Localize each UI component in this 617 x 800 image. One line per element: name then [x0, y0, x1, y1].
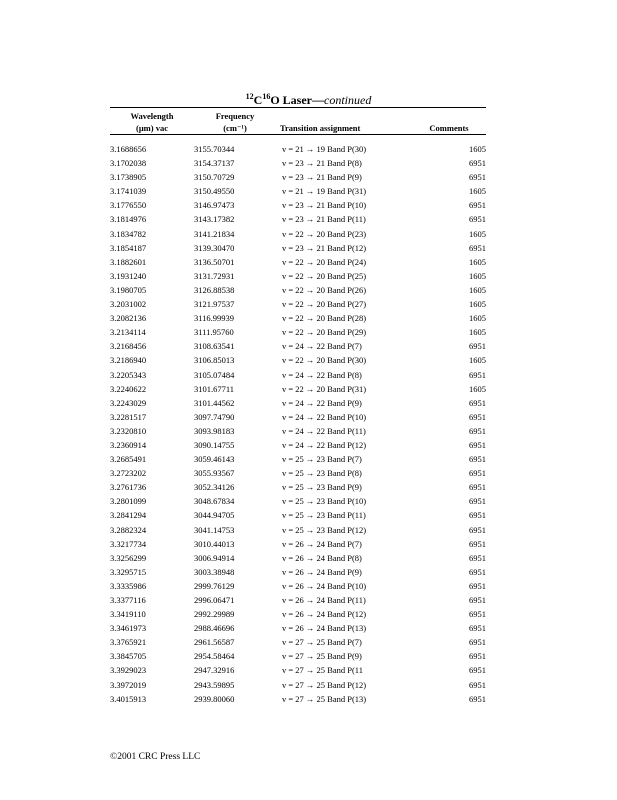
comment-cell: 6951 [469, 425, 486, 436]
transition-cell: v = 22 → 20 Band P(29) [282, 327, 367, 338]
frequency-cell: 2943.59895 [194, 679, 235, 690]
transition-cell: v = 24 → 22 Band P(9) [282, 397, 362, 408]
transition-cell: v = 21 → 19 Band P(31) [282, 186, 367, 197]
transition-cell: v = 22 → 20 Band P(26) [282, 284, 367, 295]
frequency-cell: 2939.80060 [194, 693, 235, 704]
transition-cell: v = 23 → 21 Band P(8) [282, 158, 362, 169]
comment-cell: 1605 [469, 284, 486, 295]
table-row [110, 595, 486, 609]
table-row [110, 412, 486, 426]
comment-cell: 6951 [469, 566, 486, 577]
transition-cell: v = 26 → 24 Band P(9) [282, 566, 362, 577]
comment-cell: 6951 [469, 397, 486, 408]
wavelength-cell: 3.1854187 [110, 242, 147, 253]
wavelength-cell: 3.2841294 [110, 510, 147, 521]
comment-cell: 6951 [469, 538, 486, 549]
frequency-cell: 3041.14753 [194, 524, 235, 535]
table-row [110, 370, 486, 384]
comment-cell: 6951 [469, 623, 486, 634]
frequency-cell: 3111.95760 [194, 327, 234, 338]
table-row [110, 680, 486, 694]
frequency-cell: 3126.88538 [194, 284, 235, 295]
transition-cell: v = 23 → 21 Band P(9) [282, 172, 362, 183]
wavelength-cell: 3.2723202 [110, 468, 147, 479]
wavelength-cell: 3.1741039 [110, 186, 147, 197]
transition-cell: v = 21 → 19 Band P(30) [282, 144, 367, 154]
table-body [110, 144, 486, 708]
wavelength-cell: 3.1882601 [110, 256, 147, 267]
table-row [110, 327, 486, 341]
comment-cell: 6951 [469, 454, 486, 465]
table-row [110, 482, 486, 496]
frequency-cell: 3101.44562 [194, 397, 235, 408]
transition-cell: v = 22 → 20 Band P(27) [282, 299, 367, 310]
table-row [110, 440, 486, 454]
table-row [110, 200, 486, 214]
comment-cell: 1605 [469, 144, 486, 154]
wavelength-cell: 3.2240622 [110, 383, 147, 394]
header-wavelength [112, 110, 192, 134]
table-row [110, 299, 486, 313]
table-row [110, 214, 486, 228]
frequency-cell: 3108.63541 [194, 341, 235, 352]
transition-cell: v = 23 → 21 Band P(10) [282, 200, 367, 211]
frequency-cell: 3044.94705 [194, 510, 235, 521]
wavelength-cell: 3.3256299 [110, 552, 147, 563]
wavelength-cell: 3.2360914 [110, 439, 147, 450]
wavelength-cell: 3.2205343 [110, 369, 147, 380]
frequency-cell: 3131.72931 [194, 270, 235, 281]
transition-cell: v = 22 → 20 Band P(24) [282, 256, 367, 267]
transition-cell: v = 23 → 21 Band P(12) [282, 242, 367, 253]
table-row [110, 271, 486, 285]
table-row [110, 313, 486, 327]
transition-cell: v = 24 → 22 Band P(7) [282, 341, 362, 352]
table-row [110, 581, 486, 595]
transition-cell: v = 26 → 24 Band P(12) [282, 609, 367, 620]
table-row [110, 468, 486, 482]
comment-cell: 6951 [469, 595, 486, 605]
frequency-cell: 3116.99939 [194, 313, 235, 324]
transition-cell: v = 24 → 22 Band P(10) [282, 411, 367, 422]
frequency-cell: 2954.58464 [194, 651, 235, 662]
table-row [110, 525, 486, 539]
title-continued: continued [324, 93, 372, 107]
transition-cell: v = 27 → 25 Band P(9) [282, 651, 362, 662]
wavelength-cell: 3.1702038 [110, 158, 147, 169]
comment-cell: 6951 [469, 200, 486, 211]
frequency-cell: 3010.44013 [194, 538, 235, 549]
frequency-cell: 3106.85013 [194, 355, 235, 366]
header-frequency-unit: (cm⁻¹) [223, 123, 247, 133]
table-row [110, 539, 486, 553]
comment-cell: 6951 [469, 524, 486, 535]
wavelength-cell: 3.1688656 [110, 144, 147, 154]
transition-cell: v = 25 → 23 Band P(11) [282, 510, 366, 521]
wavelength-cell: 3.1834782 [110, 228, 147, 239]
wavelength-cell: 3.3972019 [110, 679, 147, 690]
transition-cell: v = 24 → 22 Band P(8) [282, 369, 362, 380]
frequency-cell: 3052.34126 [194, 482, 235, 493]
wavelength-cell: 3.2882324 [110, 524, 147, 535]
table-row [110, 355, 486, 369]
transition-cell: v = 26 → 24 Band P(13) [282, 623, 367, 634]
frequency-cell: 3006.94914 [194, 552, 235, 563]
table-row [110, 398, 486, 412]
comment-cell: 6951 [469, 242, 486, 253]
transition-cell: v = 26 → 24 Band P(11) [282, 595, 366, 605]
wavelength-cell: 3.2031002 [110, 299, 147, 310]
comment-cell: 6951 [469, 679, 486, 690]
frequency-cell: 3121.97537 [194, 299, 235, 310]
header-wavelength-label: Wavelength [130, 111, 174, 121]
table-row [110, 186, 486, 200]
frequency-cell: 3139.30470 [194, 242, 235, 253]
frequency-cell: 3154.37137 [194, 158, 235, 169]
transition-cell: v = 22 → 20 Band P(23) [282, 228, 367, 239]
frequency-cell: 2961.56587 [194, 637, 235, 648]
table-row [110, 665, 486, 679]
comment-cell: 1605 [469, 270, 486, 281]
comment-cell: 1605 [469, 256, 486, 267]
frequency-cell: 3143.17382 [194, 214, 235, 225]
wavelength-cell: 3.3377116 [110, 595, 146, 605]
table-row [110, 694, 486, 708]
frequency-cell: 3093.98183 [194, 425, 235, 436]
transition-cell: v = 25 → 23 Band P(10) [282, 496, 367, 507]
wavelength-cell: 3.3929023 [110, 665, 147, 676]
wavelength-cell: 3.1814976 [110, 214, 147, 225]
table-row [110, 637, 486, 651]
comment-cell: 1605 [469, 355, 486, 366]
title-laser: O Laser— [270, 93, 324, 107]
transition-cell: v = 22 → 20 Band P(28) [282, 313, 367, 324]
comment-cell: 1605 [469, 228, 486, 239]
table-row [110, 285, 486, 299]
wavelength-cell: 3.2281517 [110, 411, 147, 422]
wavelength-cell: 3.2685491 [110, 454, 147, 465]
comment-cell: 1605 [469, 186, 486, 197]
comment-cell: 6951 [469, 665, 486, 676]
transition-cell: v = 25 → 23 Band P(8) [282, 468, 362, 479]
wavelength-cell: 3.2134114 [110, 327, 146, 338]
table-row [110, 341, 486, 355]
comment-cell: 6951 [469, 510, 486, 521]
frequency-cell: 2999.76129 [194, 580, 235, 591]
header-frequency-label: Frequency [215, 111, 255, 121]
wavelength-cell: 3.2320810 [110, 425, 147, 436]
wavelength-cell: 3.3461973 [110, 623, 147, 634]
frequency-cell: 2947.32916 [194, 665, 235, 676]
header-rule [110, 134, 486, 135]
transition-cell: v = 25 → 23 Band P(9) [282, 482, 362, 493]
wavelength-cell: 3.2761736 [110, 482, 147, 493]
header-wavelength-unit: (μm) vac [136, 123, 168, 133]
comment-cell: 6951 [469, 552, 486, 563]
wavelength-cell: 3.1931240 [110, 270, 147, 281]
table-row [110, 229, 486, 243]
comment-cell: 6951 [469, 214, 486, 225]
comment-cell: 1605 [469, 383, 486, 394]
transition-cell: v = 23 → 21 Band P(11) [282, 214, 366, 225]
transition-cell: v = 26 → 24 Band P(8) [282, 552, 362, 563]
table-row [110, 426, 486, 440]
frequency-cell: 3101.67711 [194, 383, 235, 394]
comment-cell: 1605 [469, 327, 486, 338]
wavelength-cell: 3.2801099 [110, 496, 147, 507]
wavelength-cell: 3.3765921 [110, 637, 147, 648]
table-row [110, 510, 486, 524]
frequency-cell: 2988.46696 [194, 623, 235, 634]
comment-cell: 6951 [469, 158, 486, 169]
transition-cell: v = 25 → 23 Band P(12) [282, 524, 367, 535]
table-row [110, 172, 486, 186]
table-row [110, 243, 486, 257]
transition-cell: v = 22 → 20 Band P(30) [282, 355, 367, 366]
table-row [110, 144, 486, 158]
header-transition: Transition assignment [280, 123, 361, 133]
wavelength-cell: 3.3295715 [110, 566, 147, 577]
comment-cell: 1605 [469, 313, 486, 324]
comment-cell: 6951 [469, 651, 486, 662]
wavelength-cell: 3.1776550 [110, 200, 147, 211]
frequency-cell: 3003.38948 [194, 566, 235, 577]
wavelength-cell: 3.1738905 [110, 172, 147, 183]
transition-cell: v = 26 → 24 Band P(7) [282, 538, 362, 549]
frequency-cell: 3055.93567 [194, 468, 235, 479]
frequency-cell: 2992.29989 [194, 609, 235, 620]
transition-cell: v = 24 → 22 Band P(11) [282, 425, 366, 436]
transition-cell: v = 24 → 22 Band P(12) [282, 439, 367, 450]
comment-cell: 6951 [469, 609, 486, 620]
comment-cell: 6951 [469, 580, 486, 591]
transition-cell: v = 27 → 25 Band P(7) [282, 637, 362, 648]
table-row [110, 609, 486, 623]
comment-cell: 6951 [469, 341, 486, 352]
wavelength-cell: 3.3217734 [110, 538, 147, 549]
comment-cell: 6951 [469, 482, 486, 493]
wavelength-cell: 3.3419110 [110, 609, 146, 620]
frequency-cell: 3146.97473 [194, 200, 235, 211]
wavelength-cell: 3.2243029 [110, 397, 147, 408]
top-rule [110, 107, 486, 108]
frequency-cell: 2996.06471 [194, 595, 235, 605]
title-isotope-o: 16 [262, 92, 271, 101]
comment-cell: 1605 [469, 299, 486, 310]
table-row [110, 553, 486, 567]
table-title [0, 92, 617, 108]
wavelength-cell: 3.4015913 [110, 693, 147, 704]
wavelength-cell: 3.3335986 [110, 580, 147, 591]
wavelength-cell: 3.3845705 [110, 651, 147, 662]
table-row [110, 567, 486, 581]
table-row [110, 496, 486, 510]
comment-cell: 6951 [469, 468, 486, 479]
comment-cell: 6951 [469, 439, 486, 450]
comment-cell: 6951 [469, 172, 486, 183]
frequency-cell: 3097.74790 [194, 411, 235, 422]
transition-cell: v = 25 → 23 Band P(7) [282, 454, 362, 465]
comment-cell: 6951 [469, 411, 486, 422]
frequency-cell: 3150.70729 [194, 172, 235, 183]
transition-cell: v = 27 → 25 Band P(12) [282, 679, 367, 690]
title-carbon: C [253, 93, 263, 107]
comment-cell: 6951 [469, 369, 486, 380]
transition-cell: v = 26 → 24 Band P(10) [282, 580, 367, 591]
title-isotope-c: 12 [245, 92, 254, 101]
frequency-cell: 3150.49550 [194, 186, 235, 197]
table-row [110, 384, 486, 398]
copyright-footer: ©2001 CRC Press LLC [110, 752, 201, 762]
wavelength-cell: 3.1980705 [110, 284, 147, 295]
frequency-cell: 3090.14755 [194, 439, 235, 450]
frequency-cell: 3105.07484 [194, 369, 235, 380]
frequency-cell: 3141.21834 [194, 228, 235, 239]
comment-cell: 6951 [469, 637, 486, 648]
table-row [110, 454, 486, 468]
transition-cell: v = 27 → 25 Band P(11 [282, 665, 363, 676]
frequency-cell: 3136.50701 [194, 256, 235, 267]
header-comments: Comments [429, 123, 469, 133]
wavelength-cell: 3.2082136 [110, 313, 147, 324]
table-row [110, 257, 486, 271]
comment-cell: 6951 [469, 693, 486, 704]
header-frequency [194, 110, 276, 134]
comment-cell: 6951 [469, 496, 486, 507]
table-row [110, 623, 486, 637]
frequency-cell: 3059.46143 [194, 454, 235, 465]
transition-cell: v = 27 → 25 Band P(13) [282, 693, 367, 704]
frequency-cell: 3048.67834 [194, 496, 235, 507]
wavelength-cell: 3.2186940 [110, 355, 147, 366]
transition-cell: v = 22 → 20 Band P(31) [282, 383, 367, 394]
transition-cell: v = 22 → 20 Band P(25) [282, 270, 367, 281]
table-row [110, 158, 486, 172]
wavelength-cell: 3.2168456 [110, 341, 147, 352]
frequency-cell: 3155.70344 [194, 144, 235, 154]
table-row [110, 651, 486, 665]
